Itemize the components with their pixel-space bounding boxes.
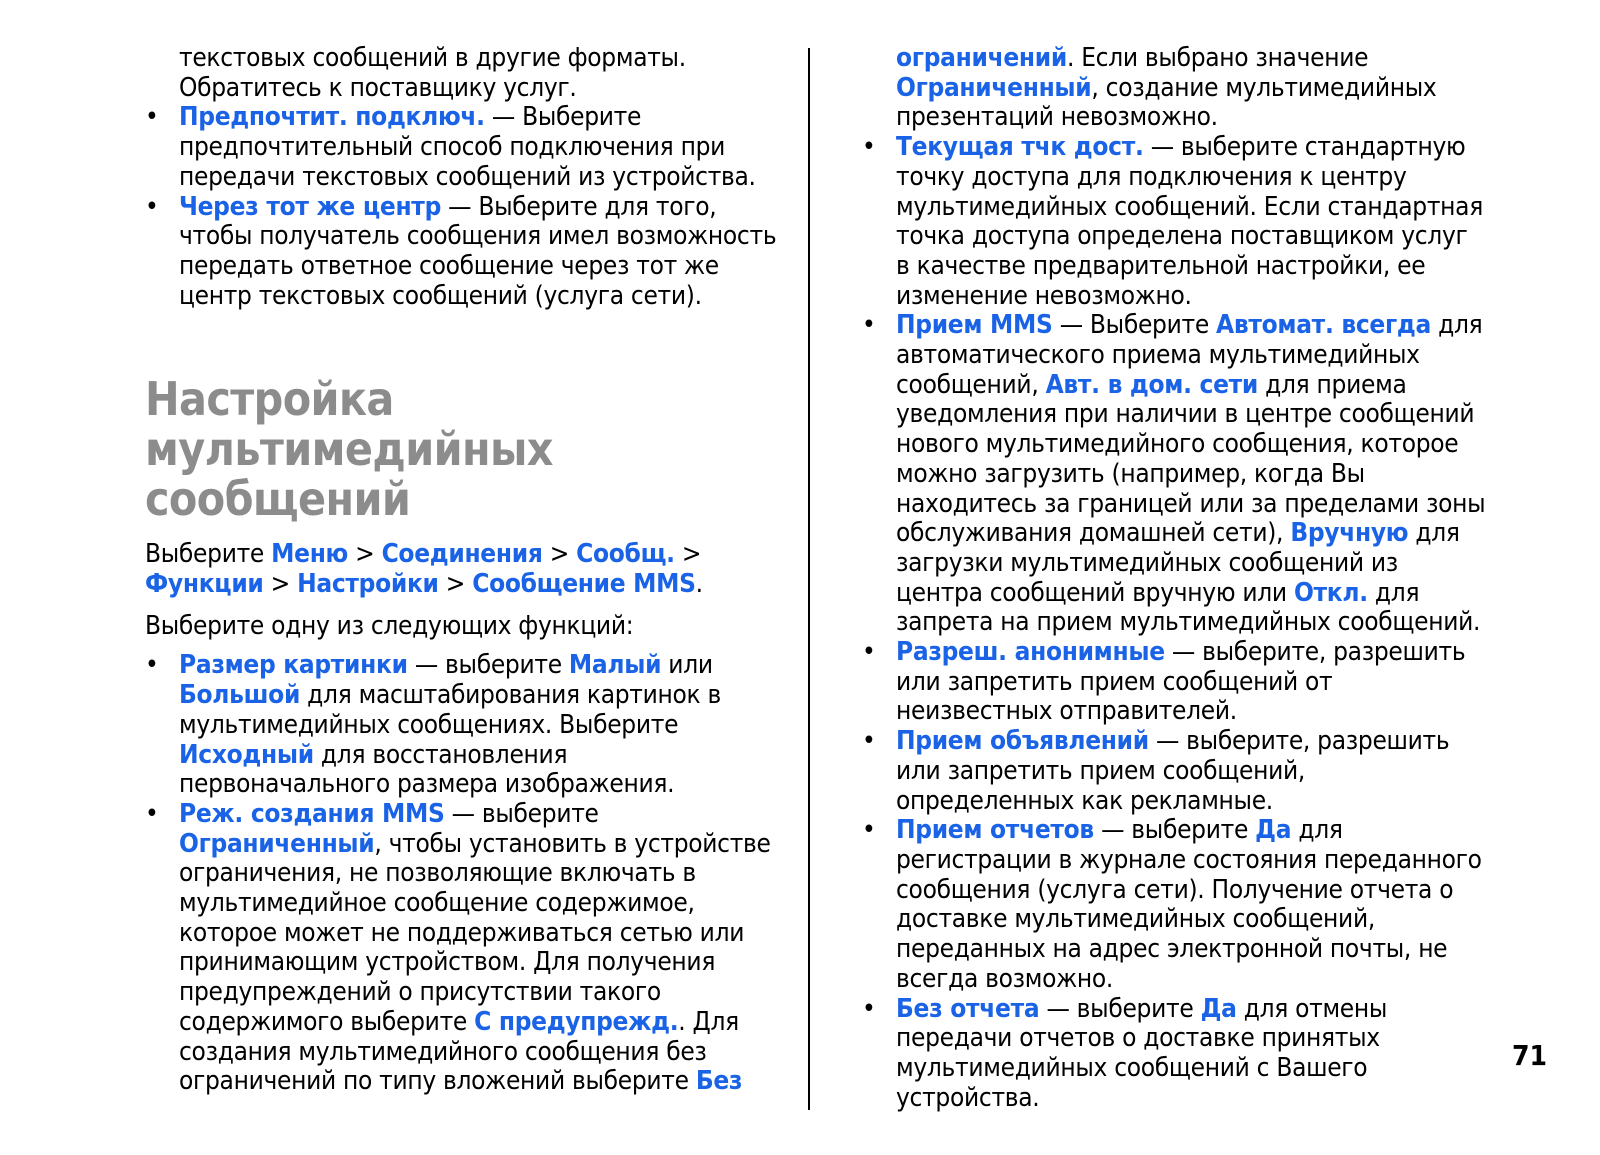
bullet: •	[145, 191, 159, 222]
option-text: — выберите стандартную точку доступа для подключения к центру мультимедийных сообщений. Если стандартная точка доступа определена поставщиком услуг в качестве предварительной настройки, ее изменение невозможно.	[896, 132, 1483, 311]
option-text: — выберите, разрешить или запретить прием сообщений, определенных как рекламные.	[896, 726, 1450, 816]
value-auto-home: Авт. в дом. сети	[1045, 369, 1258, 400]
continued-line: текстовых сообщений в другие форматы.	[179, 43, 686, 73]
option-key: Через тот же центр	[179, 191, 442, 222]
path-step-functions: Функции	[145, 569, 264, 600]
option-mms-creation-mode	[145, 800, 785, 1097]
path-prefix: Выберите	[145, 539, 272, 570]
continued-text	[862, 44, 1487, 133]
value-large: Большой	[179, 680, 301, 711]
value-restricted: Ограниченный	[896, 72, 1092, 103]
value-yes: Да	[1255, 815, 1292, 846]
option-key: Прием отчетов	[896, 815, 1094, 846]
bullet: •	[862, 726, 876, 757]
bullet: •	[145, 102, 159, 133]
option-receive-reports	[862, 816, 1487, 994]
value-restricted: Ограниченный	[179, 828, 375, 859]
value-unrestricted-start: Без	[695, 1066, 743, 1097]
path-separator: >	[263, 569, 298, 600]
option-key: Предпочтит. подключ.	[179, 102, 485, 133]
option-mms-receive	[862, 311, 1487, 638]
path-step-settings: Настройки	[297, 569, 439, 600]
value-manual: Вручную	[1290, 518, 1409, 549]
path-suffix: .	[695, 569, 703, 600]
value-with-warning: С предупрежд.	[474, 1006, 679, 1037]
option-key: Реж. создания MMS	[179, 798, 445, 829]
left-column	[145, 44, 785, 1097]
continued-line: , создание мультимедийных презентаций невозможно.	[896, 72, 1437, 133]
right-column	[862, 44, 1487, 1113]
option-key: Разреш. анонимные	[896, 637, 1165, 668]
option-key: Текущая тчк дост.	[896, 132, 1144, 163]
path-separator: >	[674, 539, 702, 570]
option-key: Прием объявлений	[896, 726, 1149, 757]
option-text: — Выберите предпочтительный способ подключения при передачи текстовых сообщений из устройства.	[179, 102, 756, 192]
path-step-messages: Сообщ.	[576, 539, 675, 570]
bullet: •	[862, 993, 876, 1024]
option-text: для автоматического приема мультимедийных сообщений,	[896, 310, 1483, 400]
path-separator: >	[438, 569, 473, 600]
option-text: для регистрации в журнале состояния переданного сообщения (услуга сети). Получение отчета о доставке мультимедийных сообщений, переданных на адрес электронной почты, не всегда возможно.	[896, 815, 1482, 994]
path-separator: >	[348, 539, 382, 570]
option-text: — выберите	[407, 650, 569, 681]
intro-text: Выберите одну из следующих функций:	[145, 610, 634, 641]
option-no-report	[862, 995, 1487, 1114]
bullet: •	[862, 637, 876, 668]
menu-path	[145, 540, 785, 599]
path-step-menu: Меню	[271, 539, 348, 570]
continued-line: Обратитесь к поставщику услуг.	[179, 72, 577, 103]
value-auto-always: Автомат. всегда	[1216, 310, 1431, 341]
option-text: для загрузки мультимедийных сообщений из центра сообщений вручную или	[896, 518, 1460, 608]
option-list-mms	[145, 651, 785, 1097]
option-list-right	[862, 133, 1487, 1113]
path-step-mms: Сообщение MMS	[472, 569, 696, 600]
option-text: для масштабирования картинок в мультимедийных сообщениях. Выберите	[179, 680, 721, 740]
option-list-top	[145, 103, 785, 311]
path-separator: >	[542, 539, 577, 570]
section-heading: Настройка мультимедийных сообщений	[145, 372, 553, 527]
path-step-connections: Соединения	[381, 539, 543, 570]
column-divider	[808, 48, 810, 1110]
bullet: •	[145, 650, 159, 681]
option-text: — выберите	[1093, 815, 1256, 846]
option-text: — Выберите	[1052, 310, 1217, 341]
option-text: для приема уведомления при наличии в центре сообщений нового мультимедийного сообщения, которое можно загрузить (например, когда Вы находитесь за границей или за пределами зоны обслуживания домашней сети),	[896, 369, 1486, 549]
option-text: . Для создания мультимедийного сообщения без ограничений по типу вложений выберите	[179, 1006, 739, 1097]
bullet: •	[862, 132, 876, 163]
bullet: •	[145, 798, 159, 829]
option-image-size	[145, 651, 785, 800]
option-text: или	[661, 650, 713, 681]
option-key: Размер картинки	[179, 650, 408, 681]
option-key: Прием MMS	[896, 310, 1053, 341]
option-allow-anonymous	[862, 638, 1487, 727]
continued-line: . Если выбрано значение	[1066, 43, 1369, 73]
value-original: Исходный	[179, 739, 314, 770]
continued-text	[145, 44, 785, 103]
option-same-center	[145, 193, 785, 312]
option-text: — выберите, разрешить или запретить прием сообщений от неизвестных отправителей.	[896, 637, 1466, 727]
value-small: Малый	[568, 650, 662, 681]
bullet: •	[862, 310, 876, 341]
bullet: •	[862, 815, 876, 846]
option-text: — Выберите для того, чтобы получатель сообщения имел возможность передать ответное сообщение через тот же центр текстовых сообщений (услуга сети).	[179, 191, 777, 311]
option-text: для восстановления первоначального размера изображения.	[179, 739, 675, 800]
option-text: для запрета на прием мультимедийных сообщений.	[896, 577, 1481, 638]
value-yes: Да	[1200, 993, 1237, 1024]
option-preferred-connection	[145, 103, 785, 192]
option-text: для отмены передачи отчетов о доставке принятых мультимедийных сообщений с Вашего устройства.	[896, 993, 1388, 1113]
option-receive-ads	[862, 727, 1487, 816]
option-text: , чтобы установить в устройстве ограничения, не позволяющие включать в мультимедийное сообщение содержимое, которое может не поддерживаться сетью или принимающим устройством. Для получения предупреждений о присутствии такого содержимого выберите	[179, 828, 771, 1037]
option-text: — выберите	[1039, 993, 1201, 1024]
option-text: — выберите	[444, 798, 599, 829]
option-key: Без отчета	[896, 993, 1040, 1024]
option-access-point	[862, 133, 1487, 311]
value-unrestricted-end: ограничений	[896, 43, 1067, 73]
value-off: Откл.	[1293, 577, 1368, 608]
page-number: 71	[1512, 1039, 1548, 1072]
